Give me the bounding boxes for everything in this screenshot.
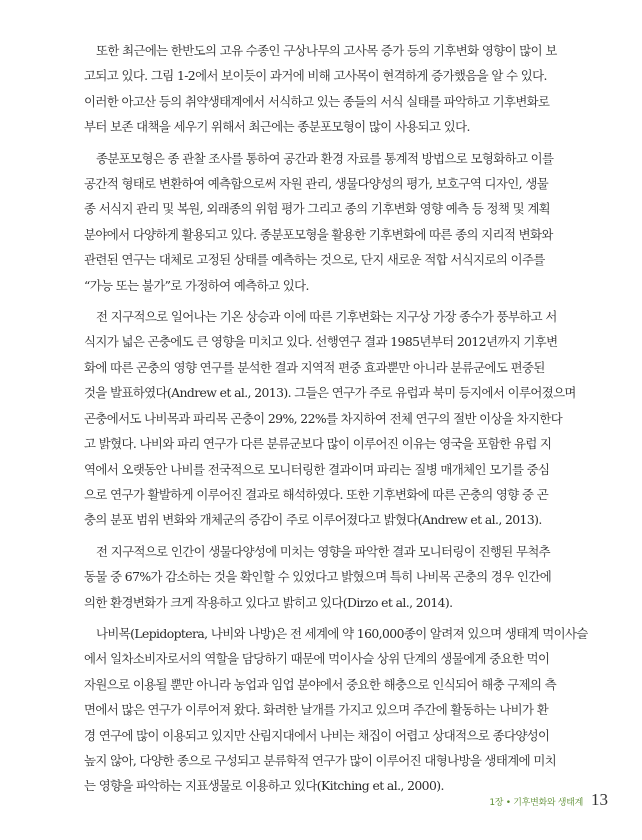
text-line: 고 밝혔다. 나비와 파리 연구가 다른 분류군보다 많이 이루어진 이유는 영국을 포함한 유럽 지	[84, 436, 552, 452]
paragraph-2	[84, 146, 588, 298]
text-line: 역에서 오랫동안 나비를 전국적으로 모니터링한 결과이며 파리는 질병 매개체인 모기를 중심	[84, 461, 550, 477]
text-line: 분야에서 다양하게 활용되고 있다. 종분포모형을 활용한 기후변화에 따른 종의 지리적 변화와	[84, 226, 553, 242]
text-line: 의한 환경변화가 크게 작용하고 있다고 밝히고 있다(Dirzo et al., 2014).	[84, 594, 453, 610]
text-line: 면에서 많은 연구가 이루어져 왔다. 화려한 날개를 가지고 있으며 주간에 활동하는 나비가 환	[84, 702, 549, 718]
chapter-label: 1장 • 기후변화와 생태계	[489, 798, 583, 808]
paragraph-1	[84, 38, 588, 140]
paragraph-5	[84, 621, 588, 799]
text-line: 동물 중 67%가 감소하는 것을 확인할 수 있었다고 밝혔으며 특히 나비목 곤충의 경우 인간에	[84, 569, 552, 585]
body-text	[84, 38, 588, 805]
text-line: 화에 따른 곤충의 영향 연구를 분석한 결과 지역적 편중 효과뿐만 아니라 분류군에도 편중된	[84, 359, 545, 375]
text-line: 전 지구적으로 인간이 생물다양성에 미치는 영향을 파악한 결과 모니터링이 진행된 무척추	[96, 543, 551, 559]
text-line: 전 지구적으로 일어나는 기온 상승과 이에 따른 기후변화는 지구상 가장 종수가 풍부하고 서	[96, 309, 557, 325]
text-line: 공간적 형태로 변환하여 예측함으로써 자원 관리, 생물다양성의 평가, 보호구역 디자인, 생물	[84, 176, 549, 192]
text-line: 종분포모형은 종 관찰 조사를 통하여 공간과 환경 자료를 통계적 방법으로 모형화하고 이를	[96, 150, 554, 166]
paragraph-4	[84, 539, 588, 615]
text-line: 관련된 연구는 대체로 고정된 상태를 예측하는 것으로, 단지 새로운 적합 서식지로의 이주를	[84, 252, 545, 268]
text-line: 높지 않아, 다양한 종으로 구성되고 분류학적 연구가 많이 이루어진 대형나방을 생태계에 미치	[84, 752, 557, 768]
text-line: “가능 또는 불가”로 가정하여 예측하고 있다.	[84, 277, 309, 293]
text-line: 경 연구에 많이 이용되고 있지만 산림지대에서 나비는 채집이 어렵고 상대적으로 종다양성이	[84, 727, 550, 743]
text-line: 으로 연구가 활발하게 이루어진 결과로 해석하였다. 또한 기후변화에 따른 곤충의 영향 중 곤	[84, 486, 549, 502]
page-number: 13	[591, 790, 608, 809]
text-line: 곤충에서도 나비목과 파리목 곤충이 29%, 22%를 차지하여 전체 연구의 절반 이상을 차지한다	[84, 410, 563, 426]
text-line: 식지가 넓은 곤충에도 큰 영향을 미치고 있다. 선행연구 결과 1985년부터 2012년까지 기후변	[84, 334, 558, 350]
text-line: 또한 최근에는 한반도의 고유 수종인 구상나무의 고사목 증가 등의 기후변화 영향이 많이 보	[96, 43, 557, 58]
text-line: 이러한 아고산 등의 취약생태계에서 서식하고 있는 종들의 서식 실태를 파악하고 기후변화로	[84, 93, 550, 109]
text-line: 부터 보존 대책을 세우기 위해서 최근에는 종분포모형이 많이 사용되고 있다.	[84, 119, 470, 135]
text-line: 것을 발표하였다(Andrew et al., 2013). 그들은 연구가 주로 유럽과 북미 등지에서 이루어졌으며	[84, 385, 576, 401]
text-line: 충의 분포 범위 변화와 개체군의 증감이 주로 이루어졌다고 밝혔다(Andrew et al., 2013).	[84, 512, 542, 528]
paragraph-3	[84, 304, 588, 533]
page-footer	[489, 790, 608, 810]
text-line: 고되고 있다. 그림 1-2에서 보이듯이 과거에 비해 고사목이 현격하게 증가했음을 알 수 있다.	[84, 68, 547, 84]
text-line: 자원으로 이용될 뿐만 아니라 농업과 임업 분야에서 중요한 해충으로 인식되어 해충 구제의 측	[84, 676, 557, 692]
text-line: 에서 일차소비자로서의 역할을 담당하기 때문에 먹이사슬 상위 단계의 생물에게 중요한 먹이	[84, 651, 550, 667]
text-line: 종 서식지 관리 및 복원, 외래종의 위험 평가 그리고 종의 기후변화 영향 예측 등 정책 및 계획	[84, 201, 551, 217]
text-line: 는 영향을 파악하는 지표생물로 이용하고 있다(Kitching et al., 2000).	[84, 778, 444, 794]
text-line: 나비목(Lepidoptera, 나비와 나방)은 전 세계에 약 160,000종이 알려져 있으며 생태계 먹이사슬	[96, 625, 588, 641]
